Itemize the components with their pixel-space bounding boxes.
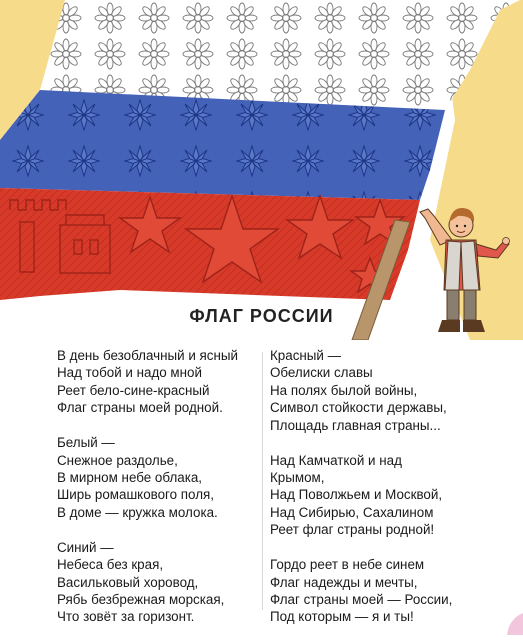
- poem-line: Небеса без края,: [57, 557, 164, 573]
- stanza: [57, 539, 262, 626]
- poem-line: В день безоблачный и ясный: [57, 348, 238, 363]
- poem-line: Флаг страны моей — России,: [270, 592, 453, 608]
- poem-line: Крымом,: [270, 470, 325, 486]
- poem-line: Символ стойкости державы,: [270, 400, 447, 416]
- poem-line: Обелиски славы: [270, 365, 373, 381]
- stanza: [57, 347, 262, 417]
- stanza: [57, 434, 262, 521]
- poem-line: Васильковый хоровод,: [57, 574, 199, 590]
- poem-line: В мирном небе облака,: [57, 470, 203, 486]
- poem-line: Под которым — я и ты!: [270, 609, 414, 625]
- poem-line: Над Камчаткой и над: [270, 452, 402, 468]
- poem-line: Над Поволжьем и Москвой,: [270, 487, 443, 503]
- poem-line: Реет бело-сине-красный: [57, 382, 210, 398]
- page-title: ФЛАГ РОССИИ: [189, 306, 334, 326]
- poem-line: Флаг надежды и мечты,: [270, 574, 418, 590]
- stanza: [270, 556, 485, 626]
- poem-line: Ширь ромашкового поля,: [57, 487, 214, 503]
- poem-line: Что зовёт за горизонт.: [57, 609, 195, 625]
- poem-line: Белый —: [57, 435, 115, 451]
- poem-line: Гордо реет в небе синем: [270, 557, 425, 573]
- column-divider: [262, 352, 263, 610]
- poem-line: Над тобой и надо мной: [57, 365, 202, 381]
- poem-line: Красный —: [270, 348, 342, 363]
- poem-line: Рябь безбрежная морская,: [57, 592, 225, 608]
- stanza: [270, 452, 485, 539]
- corner-decoration: [501, 613, 523, 635]
- poem-right-column: [270, 347, 485, 643]
- poem-line: Площадь главная страны...: [270, 417, 441, 433]
- poem-line: Флаг страны моей родной.: [57, 400, 223, 416]
- poem-line: Снежное раздолье,: [57, 452, 178, 468]
- stanza: [270, 347, 485, 434]
- poem-line: Над Сибирью, Сахалином: [270, 504, 434, 520]
- poem-left-column: [57, 347, 262, 643]
- poem-line: Реет флаг страны родной!: [270, 522, 435, 538]
- poem-line: На полях былой войны,: [270, 382, 418, 398]
- poem-line: Синий —: [57, 539, 114, 555]
- poem-line: В доме — кружка молока.: [57, 504, 218, 520]
